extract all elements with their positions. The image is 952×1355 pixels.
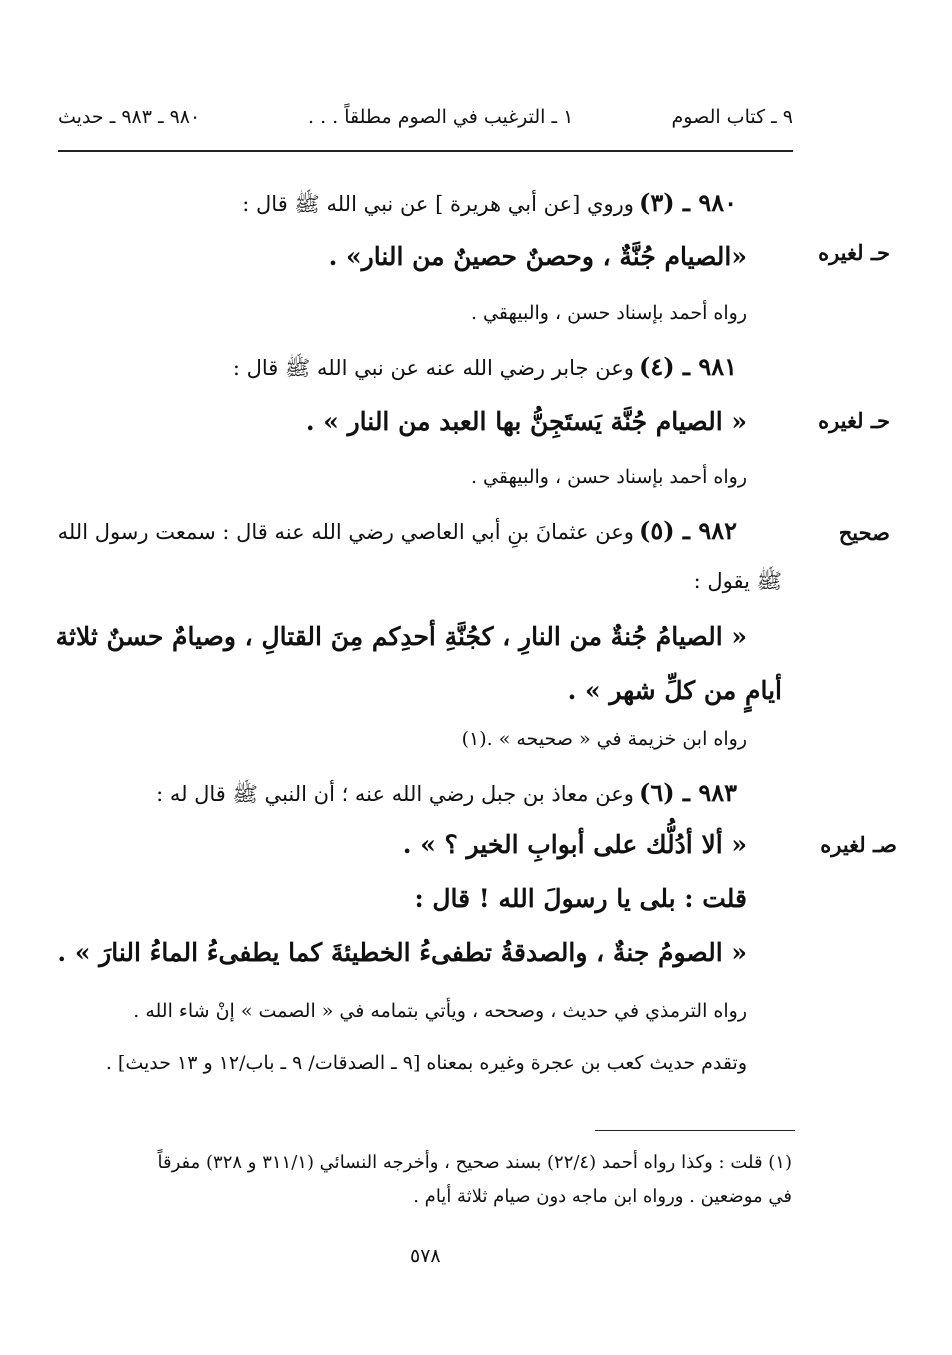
hadith-983-matn-second: « الصومُ جنةٌ ، والصدقةُ تطفىءُ الخطيئةَ كما يطفىءُ الماءُ النارَ » .	[57, 938, 747, 967]
hadith-981-matn: « الصيام جُنَّة يَستَجِنُّ بها العبد من النار » .	[305, 407, 747, 436]
hadith-number: ٩٨٠ ـ (٣)	[638, 188, 737, 217]
hadith-982-intro-continued: ﷺ يقول :	[693, 569, 782, 593]
hadith-981-intro-line	[233, 352, 737, 386]
hadith-intro: وعن معاذ بن جبل رضي الله عنه ؛ أن النبي ﷺ قال له :	[156, 782, 634, 806]
hadith-intro: وعن عثمانَ بنِ أبي العاصي رضي الله عنه قال : سمعت رسول الله	[57, 520, 634, 544]
hadith-983-source: رواه الترمذي في حديث ، وصححه ، ويأتي بتمامه في « الصمت » إنْ شاء الله .	[133, 1000, 747, 1022]
hadith-981-source: رواه أحمد بإسناد حسن ، والبيهقي .	[470, 466, 747, 488]
hadith-982-source: رواه ابن خزيمة في « صحيحه » .(١)	[461, 728, 747, 750]
hadith-number: ٩٨٢ ـ (٥)	[638, 516, 737, 545]
running-header	[58, 100, 793, 136]
hadith-983-grade: صـ لغيره	[820, 832, 897, 857]
header-divider	[58, 150, 793, 152]
hadith-983-dialogue: قلت : بلى يا رسولَ الله ! قال :	[414, 884, 747, 913]
hadith-intro: وروي [عن أبي هريرة ] عن نبي الله ﷺ قال :	[242, 192, 634, 216]
header-section: ١ ـ الترغيب في الصوم مطلقاً . . .	[308, 106, 574, 128]
hadith-981-grade: حـ لغيره	[818, 408, 890, 433]
hadith-number: ٩٨١ ـ (٤)	[638, 352, 737, 381]
hadith-982-matn-continued: أيامٍ من كلِّ شهر » .	[567, 676, 782, 705]
hadith-983-intro-line	[156, 778, 737, 812]
hadith-982-intro-line	[58, 516, 737, 545]
hadith-980-source: رواه أحمد بإسناد حسن ، والبيهقي .	[470, 302, 747, 324]
hadith-980-matn: «الصيام جُنَّةٌ ، وحصنٌ حصينٌ من النار» .	[328, 242, 747, 271]
header-hadith-range: ٩٨٠ ـ ٩٨٣ ـ حديث	[58, 106, 201, 128]
footnote-line-1: (١) قلت : وكذا رواه أحمد (٢٢/٤) بسند صحيح ، وأخرجه النسائي (٣١١/١ و ٣٢٨) مفرقاً	[157, 1152, 792, 1173]
page-number: ٥٧٨	[410, 1245, 441, 1267]
footnote-divider	[595, 1130, 795, 1131]
header-chapter: ٩ ـ كتاب الصوم	[671, 106, 793, 128]
hadith-983-matn: « ألا أدُلُّك على أبوابِ الخير ؟ » .	[402, 830, 747, 859]
hadith-intro: وعن جابر رضي الله عنه عن نبي الله ﷺ قال :	[232, 356, 634, 380]
hadith-980-intro-line	[242, 188, 737, 222]
hadith-983-cross-reference: وتقدم حديث كعب بن عجرة وغيره بمعناه [٩ ـ الصدقات/ ٩ ـ باب/١٢ و ١٣ حديث] .	[105, 1052, 747, 1074]
hadith-number: ٩٨٣ ـ (٦)	[638, 778, 737, 807]
hadith-980-grade: حـ لغيره	[818, 240, 890, 265]
footnote-line-2: في موضعين . ورواه ابن ماجه دون صيام ثلاثة أيام .	[413, 1186, 792, 1207]
hadith-982-grade: صحيح	[838, 520, 890, 545]
hadith-982-matn: « الصيامُ جُنةٌ من النارِ ، كجُنَّةِ أحدِكم مِنَ القتالِ ، وصيامٌ حسنٌ ثلاثة	[55, 622, 747, 651]
